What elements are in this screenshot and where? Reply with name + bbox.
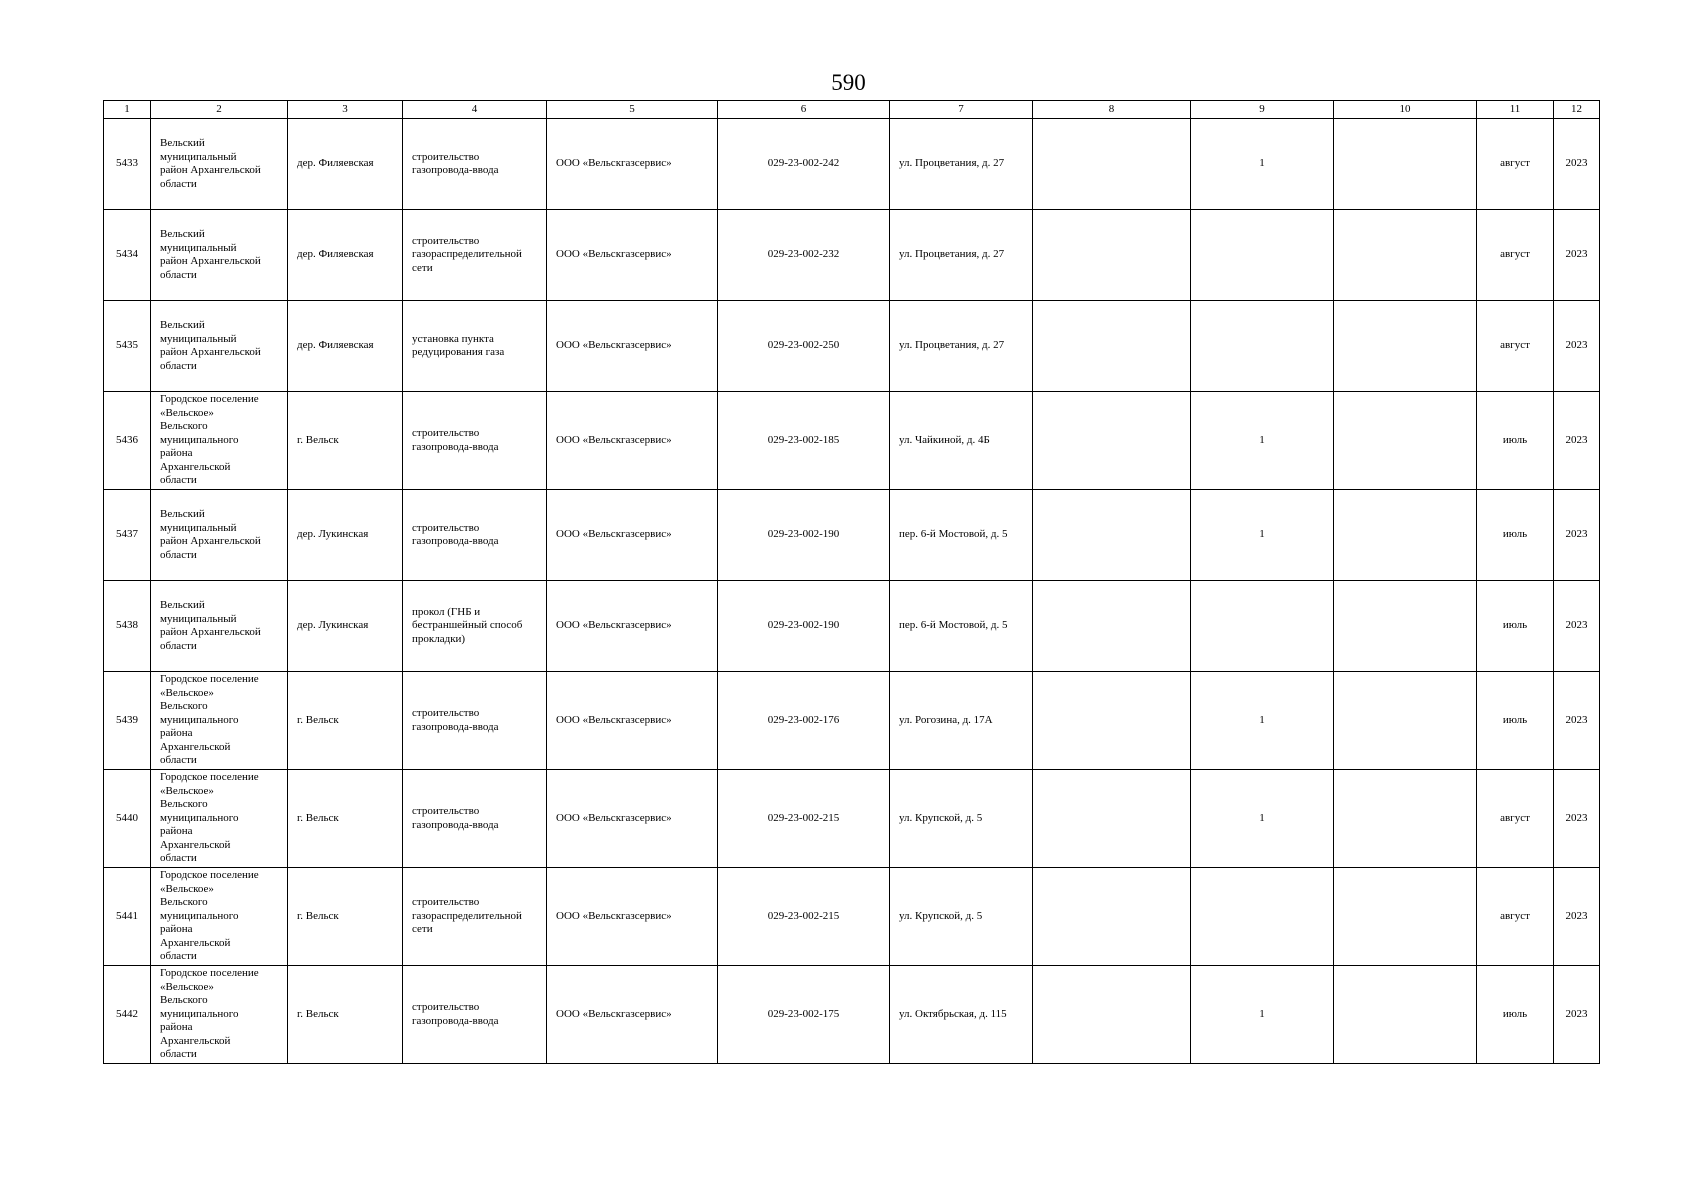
year-cell: 2023: [1554, 490, 1600, 581]
municipality-cell-line: Вельский: [160, 137, 205, 149]
work-type-cell-line: прокладки): [412, 632, 466, 645]
work-type-cell: [403, 392, 547, 490]
municipality-cell-line: муниципального: [160, 433, 239, 446]
municipality-cell-line: «Вельское»: [160, 686, 214, 699]
municipality-cell-line: Городское поселение: [160, 967, 259, 980]
row-number-cell: 5442: [104, 966, 151, 1064]
municipality-cell-line: района: [160, 1021, 193, 1034]
object-code-cell: 029-23-002-232: [718, 210, 890, 301]
work-type-cell: [403, 581, 547, 672]
work-type-cell-line: газопровода-ввода: [412, 440, 499, 453]
column-number-3: 3: [288, 101, 403, 119]
work-type-cell: [403, 966, 547, 1064]
municipality-cell-line: области: [160, 852, 197, 865]
municipality-cell-line: Архангельской: [160, 740, 231, 753]
object-code-cell: 029-23-002-190: [718, 490, 890, 581]
column-9-cell: 1: [1191, 966, 1334, 1064]
column-number-4: 4: [403, 101, 547, 119]
column-number-7: 7: [890, 101, 1033, 119]
work-type-cell-line: установка пункта: [412, 332, 494, 345]
column-number-9: 9: [1191, 101, 1334, 119]
municipality-cell-line: области: [160, 1048, 197, 1061]
row-number-cell: 5439: [104, 672, 151, 770]
settlement-cell: дер. Лукинская: [288, 490, 403, 581]
work-type-cell-line: строительство: [412, 1001, 480, 1013]
settlement-cell: дер. Филяевская: [288, 119, 403, 210]
address-cell: ул. Рогозина, д. 17А: [890, 672, 1033, 770]
column-number-11: 11: [1477, 101, 1554, 119]
organization-cell: ООО «Вельскгазсервис»: [547, 392, 718, 490]
municipality-cell: [151, 119, 288, 210]
settlement-cell: дер. Филяевская: [288, 210, 403, 301]
month-cell: июль: [1477, 392, 1554, 490]
row-number-cell: 5434: [104, 210, 151, 301]
month-cell: август: [1477, 770, 1554, 868]
column-9-cell: [1191, 581, 1334, 672]
municipality-cell-line: Вельский: [160, 508, 205, 520]
table-row: [104, 868, 1600, 966]
column-8-cell: [1033, 210, 1191, 301]
column-9-cell: 1: [1191, 392, 1334, 490]
municipality-cell-line: муниципального: [160, 909, 239, 922]
year-cell: 2023: [1554, 868, 1600, 966]
settlement-cell: г. Вельск: [288, 966, 403, 1064]
work-type-cell: [403, 210, 547, 301]
municipality-cell: [151, 392, 288, 490]
address-cell: ул. Процветания, д. 27: [890, 210, 1033, 301]
organization-cell: ООО «Вельскгазсервис»: [547, 868, 718, 966]
municipality-cell-line: области: [160, 548, 197, 561]
month-cell: август: [1477, 868, 1554, 966]
year-cell: 2023: [1554, 210, 1600, 301]
address-cell: ул. Процветания, д. 27: [890, 301, 1033, 392]
column-number-12: 12: [1554, 101, 1600, 119]
table-row: [104, 119, 1600, 210]
object-code-cell: 029-23-002-215: [718, 770, 890, 868]
address-cell: ул. Крупской, д. 5: [890, 868, 1033, 966]
municipality-cell-line: области: [160, 754, 197, 767]
month-cell: июль: [1477, 581, 1554, 672]
address-cell: ул. Чайкиной, д. 4Б: [890, 392, 1033, 490]
municipality-cell-line: области: [160, 474, 197, 487]
work-type-cell-line: бестраншейный способ: [412, 619, 523, 632]
column-number-header: [104, 101, 1600, 119]
table-row: [104, 966, 1600, 1064]
table-row: [104, 770, 1600, 868]
municipality-cell-line: Архангельской: [160, 936, 231, 949]
month-cell: август: [1477, 119, 1554, 210]
municipality-cell-line: муниципального: [160, 1007, 239, 1020]
column-9-cell: 1: [1191, 770, 1334, 868]
column-number-5: 5: [547, 101, 718, 119]
work-type-cell-line: газораспределительной: [412, 248, 522, 261]
table-row: [104, 581, 1600, 672]
page-number: 590: [831, 70, 866, 95]
year-cell: 2023: [1554, 392, 1600, 490]
column-10-cell: [1334, 490, 1477, 581]
row-number-cell: 5435: [104, 301, 151, 392]
municipality-cell-line: муниципальный: [160, 332, 237, 345]
address-cell: ул. Процветания, д. 27: [890, 119, 1033, 210]
work-type-cell: [403, 868, 547, 966]
column-10-cell: [1334, 301, 1477, 392]
column-number-10: 10: [1334, 101, 1477, 119]
work-type-cell-line: газораспределительной: [412, 909, 522, 922]
organization-cell: ООО «Вельскгазсервис»: [547, 770, 718, 868]
work-type-cell: [403, 770, 547, 868]
column-10-cell: [1334, 210, 1477, 301]
municipality-cell-line: Архангельской: [160, 1034, 231, 1047]
municipality-cell-line: Вельский: [160, 319, 205, 331]
work-type-cell-line: строительство: [412, 150, 480, 163]
work-type-cell: [403, 490, 547, 581]
work-type-cell-line: строительство: [412, 707, 480, 719]
settlement-cell: дер. Филяевская: [288, 301, 403, 392]
table-row: [104, 672, 1600, 770]
column-8-cell: [1033, 581, 1191, 672]
column-8-cell: [1033, 392, 1191, 490]
municipality-cell-line: район Архангельской: [160, 626, 261, 638]
work-type-cell-line: строительство: [412, 234, 480, 247]
municipality-cell-line: муниципальный: [160, 521, 237, 534]
work-type-cell-line: газопровода-ввода: [412, 720, 499, 733]
municipality-cell: [151, 210, 288, 301]
year-cell: 2023: [1554, 581, 1600, 672]
column-10-cell: [1334, 119, 1477, 210]
month-cell: август: [1477, 301, 1554, 392]
column-10-cell: [1334, 770, 1477, 868]
year-cell: 2023: [1554, 119, 1600, 210]
object-code-cell: 029-23-002-175: [718, 966, 890, 1064]
work-type-cell-line: сети: [412, 261, 433, 274]
work-type-cell-line: прокол (ГНБ и: [412, 605, 481, 618]
work-type-cell-line: сети: [412, 923, 433, 936]
settlement-cell: г. Вельск: [288, 770, 403, 868]
column-8-cell: [1033, 301, 1191, 392]
column-8-cell: [1033, 490, 1191, 581]
municipality-cell-line: района: [160, 825, 193, 838]
municipality-cell: [151, 868, 288, 966]
municipality-cell-line: области: [160, 950, 197, 963]
column-10-cell: [1334, 672, 1477, 770]
settlement-cell: г. Вельск: [288, 868, 403, 966]
row-number-cell: 5441: [104, 868, 151, 966]
column-10-cell: [1334, 392, 1477, 490]
column-8-cell: [1033, 868, 1191, 966]
organization-cell: ООО «Вельскгазсервис»: [547, 210, 718, 301]
organization-cell: ООО «Вельскгазсервис»: [547, 581, 718, 672]
column-9-cell: [1191, 210, 1334, 301]
settlement-cell: г. Вельск: [288, 392, 403, 490]
object-code-cell: 029-23-002-215: [718, 868, 890, 966]
municipality-cell-line: Вельского: [160, 798, 208, 811]
column-10-cell: [1334, 581, 1477, 672]
column-number-8: 8: [1033, 101, 1191, 119]
work-type-cell-line: строительство: [412, 805, 480, 817]
address-cell: ул. Октябрьская, д. 115: [890, 966, 1033, 1064]
work-type-cell-line: газопровода-ввода: [412, 1014, 499, 1027]
address-cell: пер. 6-й Мостовой, д. 5: [890, 581, 1033, 672]
column-10-cell: [1334, 868, 1477, 966]
municipality-cell-line: области: [160, 359, 197, 372]
settlement-cell: г. Вельск: [288, 672, 403, 770]
municipality-cell: [151, 966, 288, 1064]
municipality-cell-line: муниципальный: [160, 150, 237, 163]
organization-cell: ООО «Вельскгазсервис»: [547, 119, 718, 210]
row-number-cell: 5433: [104, 119, 151, 210]
column-number-1: 1: [104, 101, 151, 119]
municipality-cell-line: «Вельское»: [160, 406, 214, 419]
municipality-cell-line: Вельского: [160, 994, 208, 1007]
municipality-cell-line: Вельского: [160, 700, 208, 713]
column-number-2: 2: [151, 101, 288, 119]
work-type-cell-line: строительство: [412, 896, 480, 909]
row-number-cell: 5436: [104, 392, 151, 490]
work-type-cell-line: строительство: [412, 521, 480, 534]
municipality-cell: [151, 490, 288, 581]
work-type-cell: [403, 119, 547, 210]
municipality-cell: [151, 672, 288, 770]
address-cell: ул. Крупской, д. 5: [890, 770, 1033, 868]
column-9-cell: 1: [1191, 490, 1334, 581]
municipality-cell-line: муниципального: [160, 811, 239, 824]
municipality-cell-line: муниципальный: [160, 241, 237, 254]
municipality-cell-line: «Вельское»: [160, 784, 214, 797]
organization-cell: ООО «Вельскгазсервис»: [547, 301, 718, 392]
municipality-cell-line: район Архангельской: [160, 346, 261, 358]
municipality-cell-line: район Архангельской: [160, 164, 261, 176]
organization-cell: ООО «Вельскгазсервис»: [547, 490, 718, 581]
object-code-cell: 029-23-002-190: [718, 581, 890, 672]
column-10-cell: [1334, 966, 1477, 1064]
municipality-cell-line: Городское поселение: [160, 393, 259, 406]
column-9-cell: [1191, 301, 1334, 392]
municipality-cell-line: район Архангельской: [160, 255, 261, 267]
year-cell: 2023: [1554, 672, 1600, 770]
column-9-cell: [1191, 868, 1334, 966]
municipality-cell-line: Городское поселение: [160, 673, 259, 686]
municipality-cell-line: муниципальный: [160, 612, 237, 625]
row-number-cell: 5440: [104, 770, 151, 868]
object-code-cell: 029-23-002-176: [718, 672, 890, 770]
municipality-cell-line: района: [160, 447, 193, 460]
municipality-cell-line: район Архангельской: [160, 535, 261, 547]
municipality-cell-line: Вельского: [160, 896, 208, 909]
column-8-cell: [1033, 966, 1191, 1064]
municipality-cell-line: области: [160, 177, 197, 190]
work-type-cell-line: газопровода-ввода: [412, 164, 499, 176]
municipality-cell: [151, 301, 288, 392]
table-row: [104, 490, 1600, 581]
work-type-cell-line: строительство: [412, 427, 480, 439]
year-cell: 2023: [1554, 770, 1600, 868]
municipality-cell: [151, 581, 288, 672]
year-cell: 2023: [1554, 301, 1600, 392]
object-code-cell: 029-23-002-242: [718, 119, 890, 210]
object-code-cell: 029-23-002-250: [718, 301, 890, 392]
organization-cell: ООО «Вельскгазсервис»: [547, 672, 718, 770]
year-cell: 2023: [1554, 966, 1600, 1064]
work-type-cell: [403, 301, 547, 392]
work-type-cell-line: газопровода-ввода: [412, 535, 499, 547]
register-table: [103, 100, 1600, 1064]
municipality-cell-line: Вельский: [160, 228, 205, 240]
month-cell: июль: [1477, 966, 1554, 1064]
municipality-cell-line: области: [160, 639, 197, 652]
month-cell: июль: [1477, 672, 1554, 770]
municipality-cell-line: Архангельской: [160, 838, 231, 851]
row-number-cell: 5438: [104, 581, 151, 672]
municipality-cell-line: «Вельское»: [160, 882, 214, 895]
table-row: [104, 301, 1600, 392]
municipality-cell-line: муниципального: [160, 713, 239, 726]
municipality-cell-line: Архангельской: [160, 460, 231, 473]
municipality-cell-line: Вельский: [160, 599, 205, 611]
municipality-cell-line: Вельского: [160, 420, 208, 433]
settlement-cell: дер. Лукинская: [288, 581, 403, 672]
municipality-cell-line: района: [160, 923, 193, 936]
municipality-cell-line: области: [160, 268, 197, 281]
work-type-cell-line: газопровода-ввода: [412, 818, 499, 831]
municipality-cell-line: «Вельское»: [160, 980, 214, 993]
table-row: [104, 392, 1600, 490]
municipality-cell-line: Городское поселение: [160, 771, 259, 784]
table-body: [104, 101, 1600, 1064]
municipality-cell-line: района: [160, 727, 193, 740]
month-cell: июль: [1477, 490, 1554, 581]
column-8-cell: [1033, 770, 1191, 868]
column-8-cell: [1033, 119, 1191, 210]
column-9-cell: 1: [1191, 672, 1334, 770]
address-cell: пер. 6-й Мостовой, д. 5: [890, 490, 1033, 581]
table-row: [104, 210, 1600, 301]
month-cell: август: [1477, 210, 1554, 301]
column-8-cell: [1033, 672, 1191, 770]
column-number-6: 6: [718, 101, 890, 119]
work-type-cell: [403, 672, 547, 770]
object-code-cell: 029-23-002-185: [718, 392, 890, 490]
row-number-cell: 5437: [104, 490, 151, 581]
work-type-cell-line: редуцирования газа: [412, 346, 505, 358]
municipality-cell-line: Городское поселение: [160, 869, 259, 882]
municipality-cell: [151, 770, 288, 868]
organization-cell: ООО «Вельскгазсервис»: [547, 966, 718, 1064]
column-9-cell: 1: [1191, 119, 1334, 210]
